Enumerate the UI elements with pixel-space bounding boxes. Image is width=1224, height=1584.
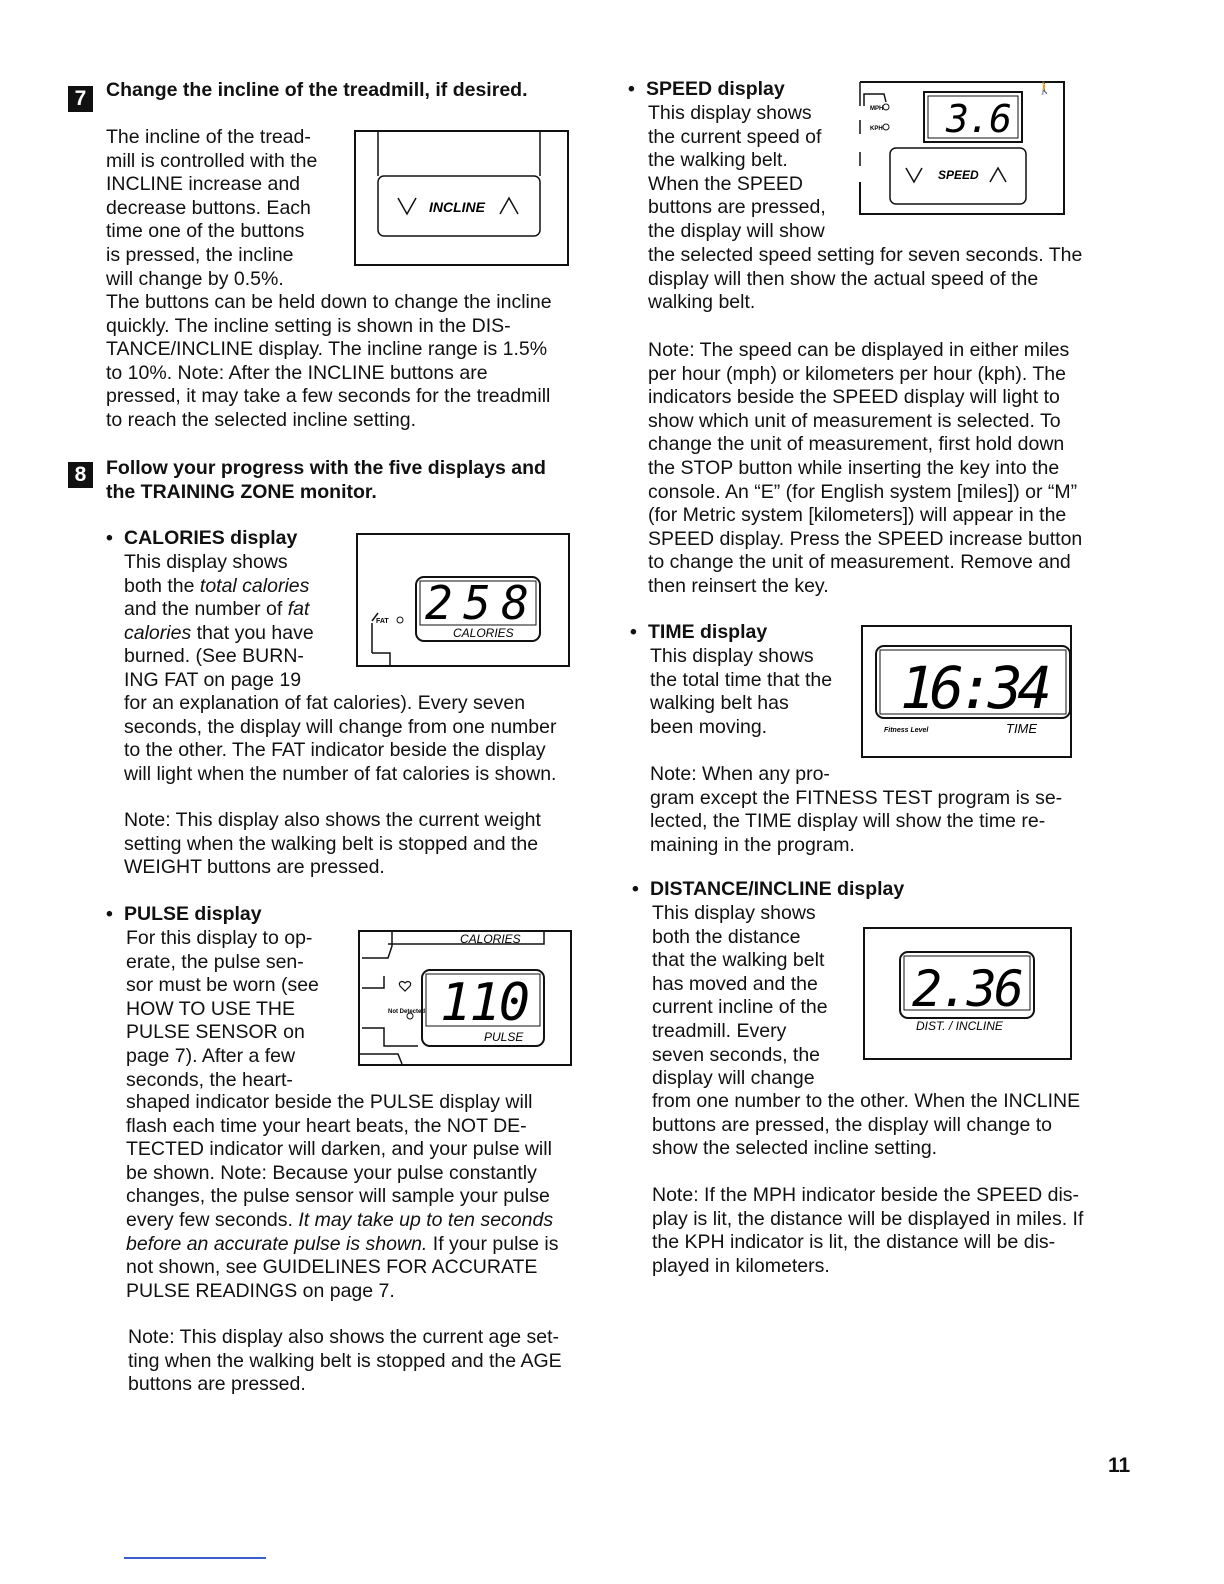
text-line: to reach the selected incline setting. (106, 408, 417, 431)
text-line: WEIGHT buttons are pressed. (124, 856, 385, 879)
calories-panel-illustration (356, 533, 572, 669)
speed-button-label: SPEED (938, 168, 979, 182)
incline-up-arrow-icon (500, 198, 518, 214)
pulse-panel-illustration (358, 930, 574, 1068)
time-wrap-text (650, 645, 860, 739)
calories-title: CALORIES display (124, 527, 298, 549)
text-line: Follow your progress with the five displays and (106, 457, 546, 479)
time-note (650, 763, 1120, 857)
text-line: ting when the walking belt is stopped and the AGE (128, 1349, 562, 1372)
text-line: the STOP button while inserting the key into the (648, 456, 1060, 479)
speed-heading: • SPEED display (628, 78, 785, 100)
kph-indicator-label: KPH (870, 126, 883, 132)
step-7-body (106, 291, 586, 433)
text-line: play is lit, the distance will be displayed in miles. If (652, 1207, 1084, 1230)
text-line: This display shows (124, 551, 288, 573)
not-detected-indicator-label: Not Detected (388, 1009, 426, 1015)
text-line: current incline of the (652, 996, 828, 1019)
text-line: decrease buttons. Each (106, 196, 311, 219)
text-line: pressed, it may take a few seconds for the treadmill (106, 385, 551, 408)
text-line: has moved and the (652, 972, 818, 995)
text-line: sor must be worn (see (126, 974, 319, 997)
text-line: The incline of the tread- (106, 126, 311, 148)
text-line: will light when the number of fat calories is shown. (124, 762, 557, 785)
text-line: Note: If the MPH indicator beside the SPEED dis- (652, 1184, 1080, 1206)
text-line: INCLINE increase and (106, 173, 301, 196)
text-line: calories that you have (124, 621, 314, 644)
text-line: to the other. The FAT indicator beside the display (124, 739, 546, 762)
pulse-note (128, 1326, 598, 1397)
text-line: the current speed of (648, 125, 822, 148)
text-line: seven seconds, the (652, 1043, 821, 1066)
text-line: and the number of fat (124, 598, 310, 621)
text-line: (for Metric system [kilometers]) will appear in the (648, 504, 1067, 527)
calories-readout: 258 (425, 576, 529, 630)
distance-wrap-text (652, 902, 862, 1091)
text-line: from one number to the other. When the INCLINE (652, 1090, 1081, 1112)
text-line: the total time that the (650, 668, 833, 691)
italic-text: It may take up to ten seconds (298, 1208, 554, 1231)
text-line: the display will show (648, 219, 825, 242)
speed-panel-illustration (856, 78, 1070, 218)
text-line: maining in the program. (650, 833, 855, 856)
distance-panel-illustration (862, 926, 1074, 1062)
italic-text: fat (287, 598, 310, 621)
text-line: played in kilometers. (652, 1254, 830, 1277)
text-line: console. An “E” (for English system [miles]) or “M” (648, 480, 1078, 503)
heart-indicator-icon (399, 982, 410, 991)
calories-note (124, 809, 594, 880)
text-line: PULSE SENSOR on (126, 1021, 305, 1044)
incline-panel-illustration (354, 130, 570, 268)
text-line: the walking belt. (648, 149, 788, 172)
text-line: lected, the TIME display will show the time re- (650, 810, 1046, 833)
speed-note (648, 339, 1118, 599)
step-7-badge: 7 (68, 86, 93, 112)
step-8-heading (106, 457, 586, 504)
incline-button-label: INCLINE (429, 199, 485, 215)
speed-readout: 3.6 (946, 97, 1012, 141)
text-line: This display shows (650, 645, 814, 667)
pulse-panel-top-label: CALORIES (460, 932, 521, 946)
italic-text: calories (124, 621, 192, 644)
pulse-heading: • PULSE display (106, 903, 262, 925)
italic-text: total calories (199, 574, 310, 597)
step-7-wrap-text (106, 126, 356, 291)
time-heading: • TIME display (630, 621, 768, 643)
text-line: This display shows (648, 102, 812, 124)
text-line: treadmill. Every (652, 1019, 787, 1042)
text-line: time one of the buttons (106, 220, 305, 243)
calories-heading: • CALORIES display (106, 527, 298, 549)
text-line: ING FAT on page 19 (124, 668, 302, 691)
text-line: seconds, the heart- (126, 1068, 293, 1091)
distance-note (652, 1184, 1122, 1278)
fat-indicator-label: FAT (376, 618, 389, 625)
text-line: Note: The speed can be displayed in either miles (648, 339, 1070, 361)
time-readout: 16:34 (900, 654, 1052, 722)
distance-heading: • DISTANCE/INCLINE display (632, 878, 905, 900)
text-line: page 7). After a few (126, 1044, 296, 1067)
calories-wrap-text (124, 551, 354, 693)
pulse-wrap-text (126, 927, 356, 1092)
calories-panel-label: CALORIES (453, 626, 514, 640)
text-line: mill is controlled with the (106, 149, 318, 172)
text-line: will change by 0.5%. (106, 267, 284, 290)
distance-readout: 2.36 (912, 960, 1024, 1018)
text-line: changes, the pulse sensor will sample your pulse (126, 1185, 550, 1208)
text-line: burned. (See BURN- (124, 645, 304, 668)
text-line: When the SPEED (648, 172, 803, 195)
speed-title: SPEED display (646, 78, 785, 100)
text-line: indicators beside the SPEED display will light to (648, 386, 1060, 409)
footer-rule (124, 1557, 266, 1559)
text-line: quickly. The incline setting is shown in the DIS- (106, 314, 511, 337)
text-line: to 10%. Note: After the INCLINE buttons are (106, 361, 488, 384)
fitness-level-label: Fitness Level (884, 727, 929, 734)
text-line: then reinsert the key. (648, 574, 829, 597)
text-line: display will change (652, 1067, 815, 1090)
text-line: The buttons can be held down to change the incline (106, 291, 552, 313)
text-line: Note: When any pro- (650, 763, 830, 785)
text-line: seconds, the display will change from one number (124, 715, 557, 738)
distance-panel-label: DIST. / INCLINE (916, 1019, 1003, 1033)
text-line: before an accurate pulse is shown. If your pulse is (126, 1232, 559, 1255)
text-line: be shown. Note: Because your pulse constantly (126, 1161, 537, 1184)
speed-up-arrow-icon (990, 168, 1006, 182)
text-line: buttons are pressed. (128, 1373, 306, 1396)
text-line: not shown, see GUIDELINES FOR ACCURATE (126, 1256, 538, 1279)
calories-body (124, 692, 594, 786)
text-line: walking belt. (648, 291, 756, 314)
italic-text: before an accurate pulse is shown. (126, 1232, 428, 1255)
text-line: display will then show the actual speed of the (648, 267, 1039, 290)
text-line: that the walking belt (652, 949, 825, 972)
text-line: for an explanation of fat calories). Every seven (124, 692, 526, 714)
distance-title: DISTANCE/INCLINE display (650, 878, 905, 900)
text-line: Note: This display also shows the current weight (124, 809, 541, 831)
text-line: walking belt has (650, 692, 789, 715)
text-line: every few seconds. It may take up to ten seconds (126, 1208, 554, 1231)
text-line: buttons are pressed, the display will change to (652, 1113, 1052, 1136)
text-line: the TRAINING ZONE monitor. (106, 480, 377, 503)
text-line: per hour (mph) or kilometers per hour (kph). The (648, 362, 1066, 385)
text-line: the selected speed setting for seven seconds. The (648, 244, 1083, 266)
speed-body (648, 244, 1118, 315)
text-line: both the total calories (124, 574, 310, 597)
text-line: SPEED display. Press the SPEED increase button (648, 527, 1083, 550)
text-line: erate, the pulse sen- (126, 950, 304, 973)
text-line: flash each time your heart beats, the NOT DE- (126, 1114, 527, 1137)
incline-down-arrow-icon (398, 198, 416, 214)
pulse-readout: 110 (440, 973, 530, 1033)
text-line: show the selected incline setting. (652, 1137, 938, 1160)
text-line: shaped indicator beside the PULSE display will (126, 1091, 533, 1113)
text-line: change the unit of measurement, first hold down (648, 433, 1065, 456)
mph-indicator-label: MPH (870, 106, 884, 112)
text-line: both the distance (652, 925, 801, 948)
text-line: the KPH indicator is lit, the distance will be dis- (652, 1231, 1056, 1254)
time-panel-label: TIME (1006, 721, 1038, 736)
walker-icon: 🚶 (1037, 81, 1052, 95)
text-line: is pressed, the incline (106, 243, 294, 266)
time-title: TIME display (648, 621, 768, 643)
pulse-panel-label: PULSE (484, 1030, 524, 1044)
text-line: For this display to op- (126, 927, 313, 949)
text-line: setting when the walking belt is stopped and the (124, 832, 539, 855)
text-line: buttons are pressed, (648, 196, 826, 219)
text-line: gram except the FITNESS TEST program is se- (650, 786, 1063, 809)
text-line: been moving. (650, 715, 768, 738)
distance-body (652, 1090, 1122, 1161)
text-line: TECTED indicator will darken, and your pulse will (126, 1138, 552, 1161)
time-panel-illustration (860, 624, 1074, 760)
text-line: TANCE/INCLINE display. The incline range is 1.5% (106, 338, 548, 361)
text-line: show which unit of measurement is selected. To (648, 409, 1061, 432)
pulse-body (126, 1091, 596, 1303)
text-line: to change the unit of measurement. Remove and (648, 551, 1071, 574)
speed-wrap-text (648, 102, 858, 244)
text-line: PULSE READINGS on page 7. (126, 1279, 395, 1302)
text-line: This display shows (652, 902, 816, 924)
pulse-title: PULSE display (124, 903, 262, 925)
step-8-badge: 8 (68, 462, 93, 488)
step-7-heading: Change the incline of the treadmill, if desired. (106, 79, 528, 101)
text-line: Note: This display also shows the current age set- (128, 1326, 560, 1348)
speed-down-arrow-icon (906, 168, 922, 182)
page-number: 11 (1108, 1454, 1131, 1477)
text-line: HOW TO USE THE (126, 997, 296, 1020)
